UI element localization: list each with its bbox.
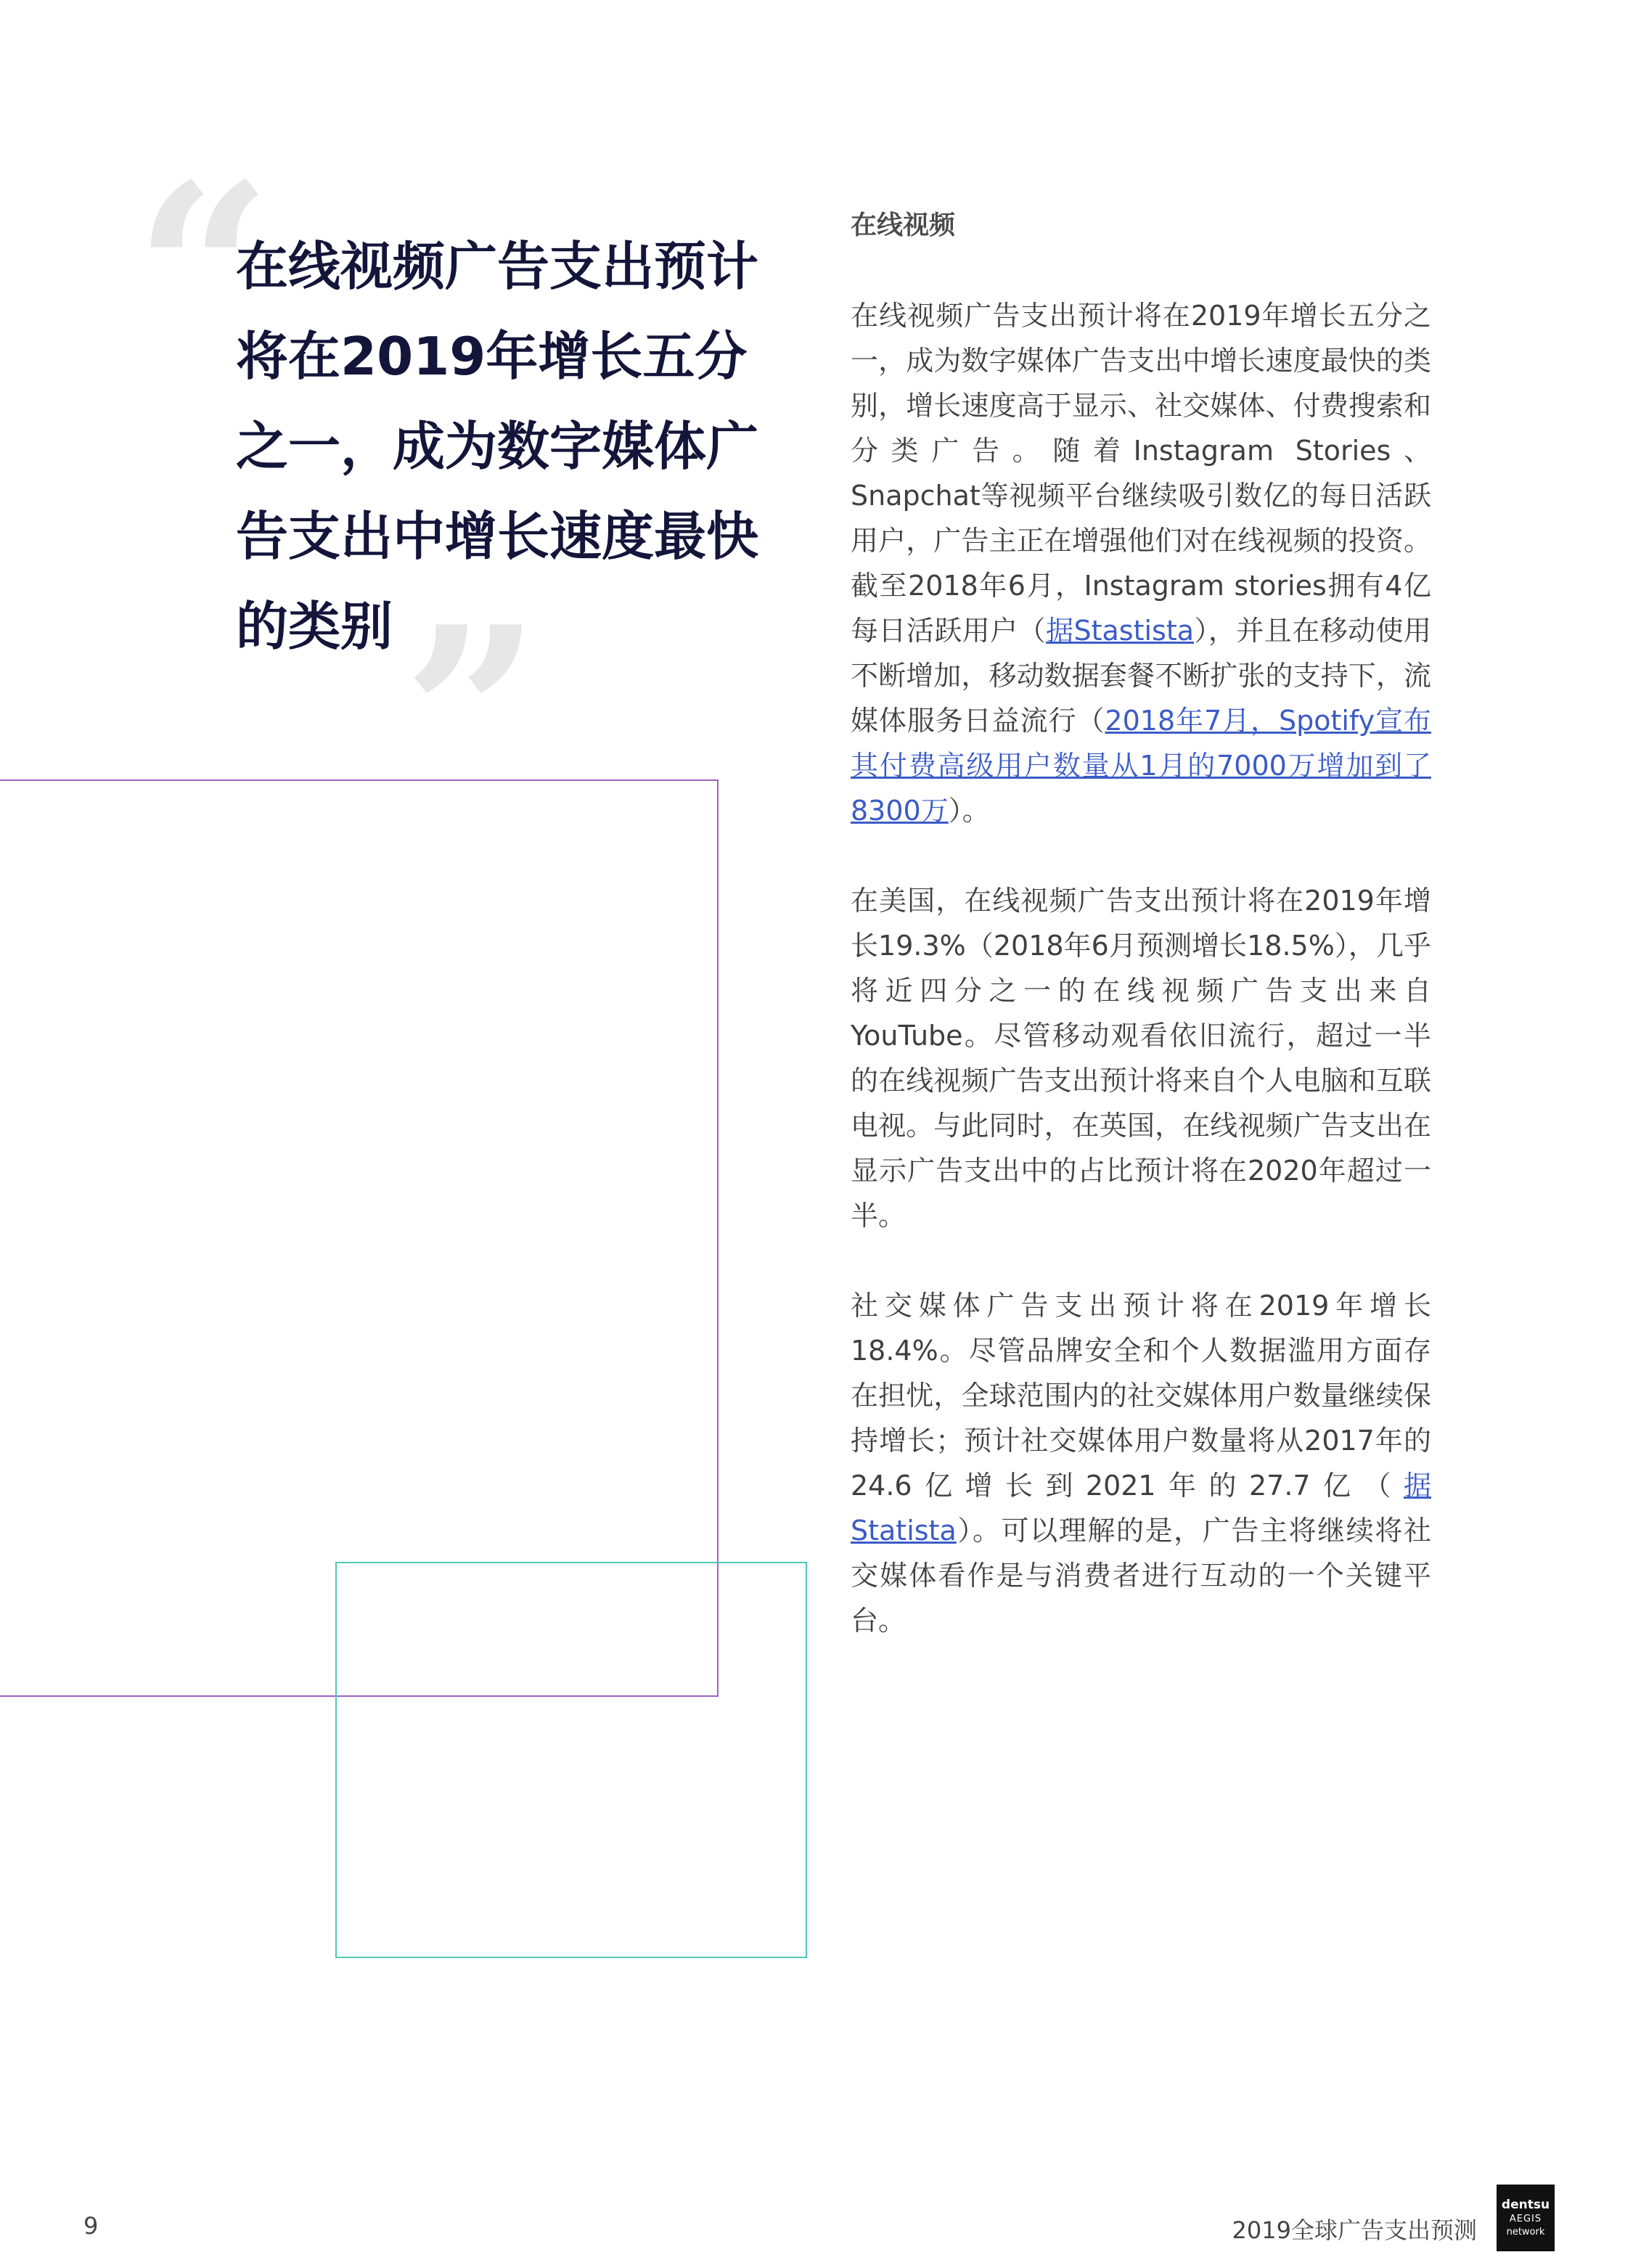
paragraph-text: ）。可以理解的是，广告主将继续将社交媒体看作是与消费者进行互动的一个关键平台。 <box>851 1515 1431 1637</box>
logo-line: network <box>1506 2227 1545 2238</box>
page-number: 9 <box>83 2212 99 2240</box>
paragraph-us-uk: 在美国，在线视频广告支出预计将在2019年增长19.3%（2018年6月预测增长18.5%），几乎将近四分之一的在线视频广告支出来自YouTube。尽管移动观看依旧流行，超过一半的在线视频广告支出预计将来自个人电脑和互联电视。与此同时，在英国，在线视频广告支出在显示广告支出中的占比预计将在2020年超过一半。 <box>851 885 1431 1232</box>
decorative-frame-purple <box>0 779 719 1697</box>
report-title: 2019全球广告支出预测 <box>1232 2216 1477 2244</box>
close-quote-mark: ” <box>403 574 541 856</box>
open-quote-mark: “ <box>134 131 272 413</box>
spotify-link[interactable]: 2018年7月，Spotify宣布其付费高级用户数量从1月的7000万增加到了8300万 <box>851 705 1431 827</box>
logo-line: dentsu <box>1501 2198 1550 2212</box>
pull-quote-line: 在线视频广告支出预计 <box>236 236 759 297</box>
paragraph-text: ）。 <box>948 795 990 827</box>
paragraph-text: 在线视频广告支出预计将在2019年增长五分之一，成为数字媒体广告支出中增长速度最快的类别，增长速度高于显示、社交媒体、付费搜索和分类广告。随着Instagram Stories、Snapchat等视频平台继续吸引数亿的每日活跃用户，广告主正在增强他们对在线视频的投资。截至2018年6月，Instagram stories拥有4亿每日活跃用户（ <box>851 300 1431 647</box>
statista-link[interactable]: 据Stastista <box>1046 615 1195 647</box>
paragraph-text: ），并且在移动使用不断增加，移动数据套餐不断扩张的支持下，流媒体服务日益流行（ <box>851 615 1431 737</box>
dentsu-aegis-logo <box>1497 2185 1555 2251</box>
pull-quote-line: 之一，成为数字媒体广 <box>236 416 759 477</box>
pull-quote-line: 告支出中增长速度最快 <box>236 506 759 567</box>
paragraph-text: 社交媒体广告支出预计将在2019年增长18.4%。尽管品牌安全和个人数据滥用方面存在担忧，全球范围内的社交媒体用户数量继续保持增长；预计社交媒体用户数量将从2017年的24.6亿增长到2021年的27.7亿（ <box>851 1290 1431 1502</box>
logo-line: AEGIS <box>1509 2214 1542 2224</box>
decorative-frame-teal <box>335 1562 807 1958</box>
pull-quote <box>236 221 809 671</box>
paragraph-social-media <box>851 1283 1431 1643</box>
section-title: 在线视频 <box>851 210 956 240</box>
paragraph-online-video <box>851 293 1431 833</box>
article-column <box>851 203 1431 1688</box>
statista-link[interactable]: 据Statista <box>851 1470 1431 1547</box>
pull-quote-line: 将在2019年增长五分 <box>236 326 748 387</box>
pull-quote-line: 的类别 <box>236 596 393 657</box>
